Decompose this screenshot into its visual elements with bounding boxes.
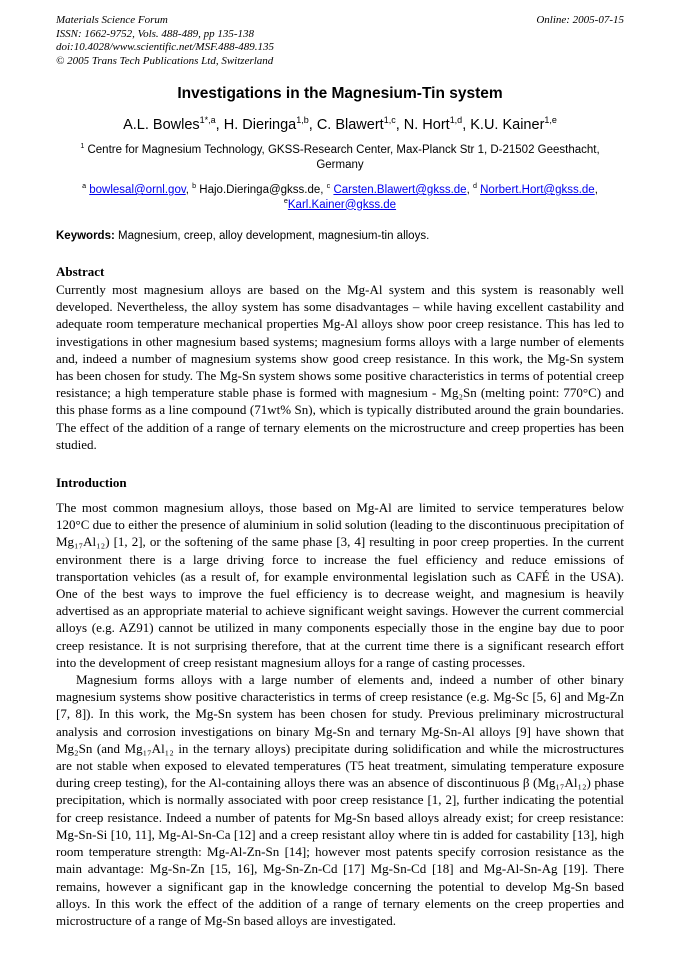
- email-separator: ,: [320, 184, 327, 196]
- author-affiliation-marker: 1,b: [296, 115, 309, 126]
- keywords-text: Magnesium, creep, alloy development, magnesium-tin alloys.: [114, 230, 430, 242]
- email-line: [56, 183, 624, 212]
- email-item-a: [82, 184, 192, 196]
- abstract-heading: Abstract: [56, 264, 105, 279]
- email-superscript: d: [472, 182, 477, 191]
- email-superscript: b: [192, 182, 197, 191]
- email-item-e: [283, 196, 397, 211]
- email-link-bowles[interactable]: bowlesal@ornl.gov: [89, 184, 186, 196]
- author-blawert: [317, 117, 404, 133]
- issn-line: ISSN: 1662-9752, Vols. 488-489, pp 135-138: [56, 27, 254, 40]
- author-name: H. Dieringa: [223, 117, 297, 133]
- publication-info: [56, 14, 274, 68]
- online-date: Online: 2005-07-15: [536, 14, 624, 26]
- email-superscript: c: [326, 182, 331, 191]
- author-separator: ,: [395, 117, 404, 133]
- author-affiliation-marker: 1,e: [544, 115, 557, 126]
- email-link-hort[interactable]: Norbert.Hort@gkss.de: [480, 184, 595, 196]
- affiliation-superscript: 1: [80, 142, 85, 151]
- email-item-d: [473, 184, 598, 196]
- author-name: A.L. Bowles: [123, 117, 200, 133]
- author-bowles: [123, 117, 224, 133]
- section-abstract: [56, 263, 624, 453]
- journal-name: Materials Science Forum: [56, 14, 168, 26]
- author-kainer: [470, 117, 557, 133]
- author-name: N. Hort: [403, 117, 450, 133]
- author-dieringa: [224, 117, 317, 133]
- journal-header: [56, 14, 624, 68]
- introduction-heading: Introduction: [56, 475, 127, 491]
- introduction-paragraph-2: Magnesium forms alloys with a large number of elements and, indeed a number of other binary magnesium systems show positive characteristics in terms of creep resistance (e.g. Mg-Sc [5, 6] and Mg-Zn [7, 8]). In this work, the Mg-Sn system has been chosen for study. Previous preliminary microstructural analysis and corrosion investigations on binary Mg-Sn and ternary Mg-Sn-Al alloys [9] have shown that Mg₂Sn (and Mg₁₇Al₁₂ in the ternary alloys) precipitate during solidification and while the microstructures are not stable when exposed to elevated temperatures (T5 heat treatment, simulating temperature exposure during creep testing), for the Al-containing alloys there was an absence of discontinuous β (Mg₁₇Al₁₂) phase precipitation, which is normally associated with poor creep resistance [1, 2], further indicating the potential for creep resistance. Indeed a number of patents for Mg-Sn based alloys already exist; for creep resistance: Mg-Sn-Si [10, 11], Mg-Al-Sn-Ca [12] and a creep resistant alloy where tin is added for castability [13], high room temperature strength: Mg-Al-Zn-Sn [14]; however most patents specify corrosion resistance as the main advantage: Mg-Sn-Zn [15, 16], Mg-Sn-Zn-Cd [17] Mg-Sn-Cd [18] and Mg-Al-Sn-Ag [19]. There remains, however a significant gap in the knowledge concerning the potential to develop Mg-Sn based alloys. In this work the effect of the addition of a range of ternary elements on the creep properties and microstructure of a range of Mg-Sn based alloys are investigated.: [56, 672, 624, 928]
- email-link-blawert[interactable]: Carsten.Blawert@gkss.de: [333, 184, 467, 196]
- doi-line: doi:10.4028/www.scientific.net/MSF.488-489.135: [56, 41, 275, 53]
- author-separator: ,: [215, 117, 224, 133]
- keywords-label: Keywords:: [56, 230, 115, 242]
- author-hort: [404, 117, 470, 133]
- email-link-kainer[interactable]: Karl.Kainer@gkss.de: [287, 198, 397, 211]
- email-superscript: e: [283, 196, 288, 205]
- email-separator: ,: [185, 184, 193, 196]
- introduction-paragraph-1: The most common magnesium alloys, those based on Mg-Al are limited to service temperatures below 120°C due to either the presence of aluminium in solid solution (leading to the discontinuous precipitation of Mg₁₇Al₁₂) [1, 2], or the softening of the same phase [3, 4] resulting in poor creep properties. In the current environment there is a large driving force to increase the fuel efficiency and reduce emissions of transportation vehicles (as a result of, for example environmental legislation such as CAFÉ in the USA). One of the best ways to improve the fuel efficiency is to decrease weight, and magnesium is heavily advertised as an appropriate material to achieve significant weight savings. However the current commercial alloys (e.g. AZ91) cannot be utilized in many components especially those in the engine bay due to poor creep resistance. It is not surprising therefore, that at the current time there is a significant research effort into the development of creep resistant magnesium alloys for a range of casting processes.: [56, 500, 624, 670]
- abstract-paragraph: Currently most magnesium alloys are based on the Mg-Al system and this system is reasonably well developed. Nevertheless, the alloy system has some disadvantages – while having excellent castability and adequate room temperature mechanical properties Mg-Al alloys show poor creep resistance. This has led to investigations in other magnesium based systems; magnesium forms alloys with a large number of elements and, indeed a number of magnesium systems show good creep resistance. In this work, the Mg-Sn system has been chosen for study. The Mg-Sn system shows some positive characteristics in terms of potential creep resistance; a high temperature stable phase is formed with magnesium - Mg₂Sn (melting point: 770°C) and this phase forms as a line compound (71wt% Sn), which is typically distributed around the grain boundaries. The effect of the addition of a range of ternary elements on the microstructure and creep properties has been studied.: [56, 282, 624, 452]
- email-superscript: a: [82, 182, 87, 191]
- author-affiliation-marker: 1*,a: [199, 115, 216, 126]
- author-separator: ,: [308, 117, 317, 133]
- email-plain-dieringa: Hajo.Dieringa@gkss.de: [199, 184, 321, 196]
- email-separator: ,: [594, 184, 598, 196]
- author-affiliation-marker: 1,c: [383, 115, 396, 126]
- author-name: C. Blawert: [316, 117, 384, 133]
- keywords-line: [56, 229, 624, 244]
- author-line: [56, 116, 624, 134]
- email-item-b: [192, 184, 327, 196]
- affiliation-line: [56, 143, 624, 172]
- email-separator: ,: [466, 184, 473, 196]
- copyright-line: © 2005 Trans Tech Publications Ltd, Switzerland: [56, 54, 274, 67]
- email-item-c: [327, 184, 473, 196]
- author-separator: ,: [462, 117, 471, 133]
- paper-title: Investigations in the Magnesium-Tin system: [177, 85, 503, 102]
- affiliation-text: Centre for Magnesium Technology, GKSS-Research Center, Max-Planck Str 1, D-21502 Geesthacht, Germany: [84, 144, 600, 171]
- section-introduction: [56, 474, 624, 929]
- author-affiliation-marker: 1,d: [449, 115, 463, 126]
- author-name: K.U. Kainer: [470, 117, 545, 133]
